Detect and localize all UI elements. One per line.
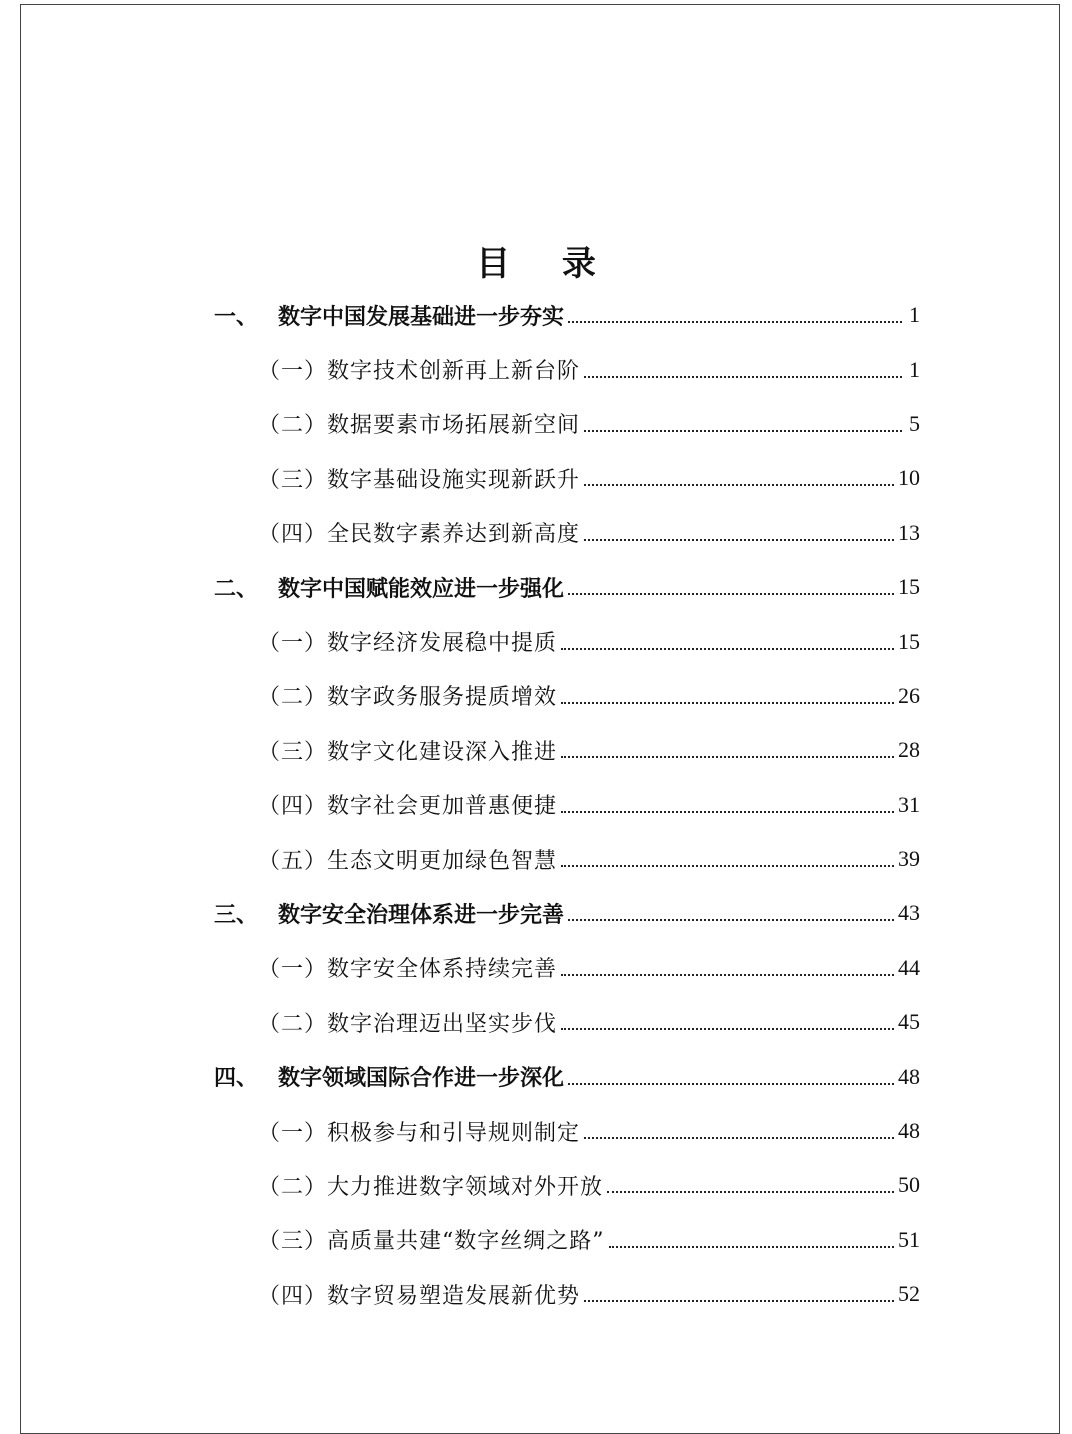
entry-title: （二）大力推进数字领域对外开放 — [258, 1174, 604, 1200]
page-number: 48 — [898, 1063, 920, 1089]
dot-leader — [584, 376, 902, 378]
entry-title: （二）数字治理迈出坚实步伐 — [258, 1011, 558, 1037]
entry-title: （四）数字贸易塑造发展新优势 — [258, 1283, 581, 1309]
toc-entry[interactable] — [0, 778, 920, 832]
dot-leader — [561, 865, 894, 867]
entry-title: （一）数字经济发展稳中提质 — [258, 631, 558, 657]
dot-leader — [561, 974, 894, 976]
entry-title: （五）生态文明更加绿色智慧 — [258, 848, 558, 874]
page-number: 10 — [898, 465, 920, 491]
dot-leader — [584, 1300, 894, 1302]
entry-title: （三）数字基础设施实现新跃升 — [258, 467, 581, 493]
toc-section-2[interactable] — [0, 560, 920, 614]
dot-leader — [568, 593, 894, 595]
entry-title: （二）数字政务服务提质增效 — [258, 685, 558, 711]
page-number: 45 — [898, 1009, 920, 1035]
dot-leader — [584, 430, 902, 432]
toc-entry[interactable] — [0, 723, 920, 777]
page-number: 15 — [898, 628, 920, 654]
toc-entry[interactable] — [0, 1104, 920, 1158]
entry-title: （四）数字社会更加普惠便捷 — [258, 794, 558, 820]
entry-title: （二）数据要素市场拓展新空间 — [258, 413, 581, 439]
section-title: 数字中国赋能效应进一步强化 — [278, 576, 565, 602]
toc-entry[interactable] — [0, 1213, 920, 1267]
toc-section-1[interactable] — [0, 288, 920, 342]
toc-entry[interactable] — [0, 506, 920, 560]
toc-section-3[interactable] — [0, 886, 920, 940]
toc-section-4[interactable] — [0, 1049, 920, 1103]
dot-leader — [607, 1191, 894, 1193]
toc-entry[interactable] — [0, 397, 920, 451]
section-number: 一、 — [214, 304, 259, 330]
toc-entry[interactable] — [0, 941, 920, 995]
dot-leader — [584, 484, 894, 486]
page-number: 1 — [909, 302, 920, 328]
page-number: 48 — [898, 1118, 920, 1144]
page-number: 31 — [898, 791, 920, 817]
dot-leader — [561, 1028, 894, 1030]
toc-entry[interactable] — [0, 669, 920, 723]
page-number: 43 — [898, 900, 920, 926]
toc-entry[interactable] — [0, 451, 920, 505]
dot-leader — [609, 1246, 895, 1248]
page-number: 26 — [898, 682, 920, 708]
page-number: 52 — [898, 1281, 920, 1307]
dot-leader — [568, 321, 902, 323]
dot-leader — [568, 1083, 894, 1085]
page-number: 15 — [898, 574, 920, 600]
dot-leader — [561, 648, 894, 650]
dot-leader — [584, 539, 894, 541]
section-title: 数字中国发展基础进一步夯实 — [278, 304, 565, 330]
section-title: 数字安全治理体系进一步完善 — [278, 902, 565, 928]
dot-leader — [561, 811, 894, 813]
toc-entry[interactable] — [0, 614, 920, 668]
page-title: 目 录 — [476, 244, 616, 284]
table-of-contents — [0, 288, 1072, 1321]
page-number: 39 — [898, 846, 920, 872]
page-number: 1 — [909, 356, 920, 382]
page-number: 50 — [898, 1172, 920, 1198]
section-number: 三、 — [214, 902, 259, 928]
page-number: 51 — [898, 1226, 920, 1252]
page-number: 28 — [898, 737, 920, 763]
entry-title: （四）全民数字素养达到新高度 — [258, 522, 581, 548]
page-number: 13 — [898, 519, 920, 545]
page-number: 5 — [909, 410, 920, 436]
dot-leader — [561, 756, 894, 758]
entry-title: （一）数字技术创新再上新台阶 — [258, 359, 581, 385]
page-number: 44 — [898, 954, 920, 980]
dot-leader — [561, 702, 894, 704]
entry-title: （三）高质量共建“数字丝绸之路” — [258, 1229, 605, 1255]
toc-entry[interactable] — [0, 342, 920, 396]
dot-leader — [584, 1137, 894, 1139]
section-number: 二、 — [214, 576, 259, 602]
entry-title: （三）数字文化建设深入推进 — [258, 739, 558, 765]
toc-entry[interactable] — [0, 1267, 920, 1321]
toc-entry[interactable] — [0, 995, 920, 1049]
section-title: 数字领域国际合作进一步深化 — [278, 1066, 565, 1092]
toc-entry[interactable] — [0, 1158, 920, 1212]
dot-leader — [568, 919, 894, 921]
toc-entry[interactable] — [0, 832, 920, 886]
section-number: 四、 — [214, 1066, 259, 1092]
entry-title: （一）积极参与和引导规则制定 — [258, 1120, 581, 1146]
entry-title: （一）数字安全体系持续完善 — [258, 957, 558, 983]
